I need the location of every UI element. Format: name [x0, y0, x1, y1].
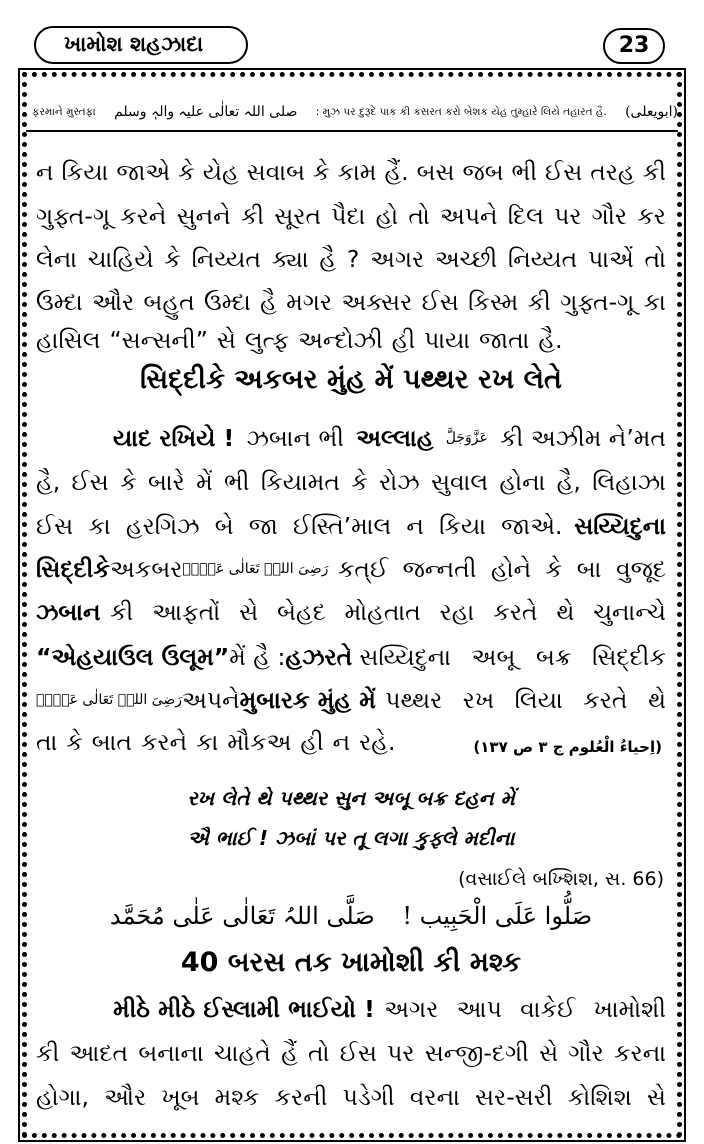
word: હૈ.	[538, 326, 563, 354]
word: સવાબ	[246, 158, 305, 186]
word: હૈં	[281, 1039, 298, 1067]
word: મેં	[196, 468, 213, 496]
word: બનાના	[138, 1039, 204, 1067]
word: મગર	[286, 288, 333, 316]
para2-line	[36, 549, 666, 589]
header-divider	[26, 130, 678, 132]
word: તો	[308, 1039, 330, 1067]
word-group	[36, 512, 563, 540]
word: હો	[375, 202, 399, 230]
word: ચાહિયે	[87, 245, 154, 273]
word: કે	[351, 468, 368, 496]
word: ઉમ્દા	[204, 288, 251, 316]
word: થે	[556, 598, 575, 626]
word: બાત	[91, 728, 132, 756]
word: કા	[643, 288, 666, 316]
salat-response: صَلَّی اللہُ تَعَالٰی عَلٰی مُحَمَّد	[109, 902, 375, 930]
word: તરહ	[590, 158, 635, 186]
word: સુનને	[176, 202, 231, 230]
word: જાતા	[479, 326, 530, 354]
word: તો	[408, 202, 430, 230]
word: હી	[300, 728, 324, 756]
word: તો	[644, 245, 666, 273]
word: લિહાઝા	[592, 468, 666, 496]
word: પર	[554, 202, 582, 230]
hadith-bar	[32, 100, 678, 124]
word: કે	[312, 158, 330, 186]
word: કિયા	[61, 158, 109, 186]
para2-line	[36, 637, 666, 677]
page-number: 23	[603, 28, 665, 64]
word: પર	[387, 1039, 415, 1067]
section-heading: સિદ્દીકે અકબર મુંહ મેં પથ્થર રખ લેતે	[140, 364, 562, 395]
word: ઈસ	[545, 158, 583, 186]
word: સર-સરી	[475, 1083, 553, 1111]
word: હોને	[491, 555, 532, 583]
word: નિય્યત	[507, 245, 578, 273]
word: વાકેઈ	[520, 995, 576, 1023]
word-group	[359, 643, 666, 671]
reference-arabic: (اِحیاءُ الْعُلوم ج ۳ ص ۱۳۷)	[473, 738, 662, 756]
word: પૈદા	[331, 202, 366, 230]
inline-bold: ઝબાન	[36, 598, 101, 626]
word: કિસ્મ	[468, 288, 519, 316]
word: કી	[642, 158, 666, 186]
word: કે	[164, 245, 181, 273]
word: હી	[391, 326, 416, 354]
word-group	[110, 598, 666, 626]
inline-bold: સય્યિદુના	[574, 512, 666, 540]
section-heading: 40 બરસ તક ખામોશી કી મશ્ક	[180, 947, 522, 978]
word: ન	[332, 728, 351, 756]
word: બક્ર	[535, 643, 572, 671]
arabic-honorific: رَضِیَ اللہُ تَعَالٰی عَنۡہُ	[182, 561, 329, 577]
word: કી	[109, 598, 134, 626]
inline-text: કી અઝીમ ને’મત	[500, 424, 666, 452]
word: રહે.	[359, 728, 396, 756]
word: હોના	[499, 468, 546, 496]
inline-text: અકબર	[109, 555, 183, 583]
word: આફતોં	[152, 598, 221, 626]
word: ઈસ	[421, 288, 459, 316]
word: સન્જી-દગી	[424, 1039, 529, 1067]
word: હૈ,	[36, 468, 61, 496]
word: ગૌર	[568, 1039, 604, 1067]
word: ઔર	[92, 288, 135, 316]
word: જાએ	[116, 158, 171, 186]
inline-bold: સિદ્દીકે	[36, 555, 110, 583]
word: હૈં.	[384, 158, 409, 186]
word: કિયા	[439, 512, 486, 540]
word: અબૂ	[471, 643, 516, 671]
word: ક્યા	[271, 245, 309, 273]
inline-text: અપને	[182, 686, 240, 714]
word: ગુફ્ત-ગૂ	[36, 202, 110, 230]
book-title: ખામોશ શહઝાદા	[34, 26, 248, 64]
salat-call: صَلُّوا عَلَی الْحَبِیب !	[402, 902, 593, 930]
word: ગુફ્ત-ગૂ	[560, 288, 635, 316]
para1-line	[36, 152, 666, 192]
para3-line	[36, 1077, 666, 1117]
word: જબ	[462, 158, 504, 186]
word: કરની	[274, 1083, 328, 1111]
word: રખ	[462, 686, 495, 714]
word: કરતે	[583, 686, 628, 714]
word: બહુત	[143, 288, 195, 316]
word: હૈ	[319, 245, 337, 273]
para1-line	[36, 196, 666, 236]
word: કત્ઈ	[337, 555, 389, 583]
word: અન્દોઝી	[298, 326, 383, 354]
word: ખામોશી	[593, 995, 666, 1023]
word: પાયા	[424, 326, 471, 354]
word-group	[385, 686, 666, 714]
word: કર	[637, 202, 666, 230]
word: કિયામત	[260, 468, 340, 496]
word: ભી	[511, 158, 538, 186]
word: જાએ.	[501, 512, 563, 540]
word: સે	[539, 1039, 559, 1067]
word: દિલ	[507, 202, 544, 230]
word: પાએં	[587, 245, 634, 273]
word-group	[384, 995, 666, 1023]
word: ખૂબ	[161, 1083, 200, 1111]
word: બે	[214, 512, 234, 540]
word: હૈ	[260, 288, 277, 316]
word: પડેગી	[342, 1083, 395, 1111]
word: કરને	[140, 728, 188, 756]
word: અપને	[439, 202, 498, 230]
arabic-honorific: رَضِیَ اللہُ تَعَالٰی عَنۡہُ	[36, 692, 183, 708]
word: કે	[178, 158, 195, 186]
inline-bold: અલ્લાહ	[356, 424, 434, 452]
para3-line	[113, 989, 666, 1029]
word: ચુનાન્ચે	[593, 598, 666, 626]
couplet-line-2: ઐ ભાઈ ! ઝબાં પર તૂ લગા કુફ્લે મદીના	[187, 826, 515, 850]
word: વુજૂદ	[615, 555, 666, 583]
hadith-bar-honorific: صلی اللہ تعالٰی علیہ والہٖ وسلم	[114, 104, 298, 120]
inline-bold: હઝરતે	[285, 643, 353, 671]
para2-line	[36, 592, 666, 632]
word: ઔર	[104, 1083, 147, 1111]
inline-bold: “એહયાઉલ ઉલૂમ”	[36, 643, 230, 671]
word: નિય્યત	[191, 245, 261, 273]
word: ઈસ	[339, 1039, 377, 1067]
word: કરતે	[493, 598, 538, 626]
word: મૌકઅ	[227, 728, 292, 756]
word: મોહતાત	[344, 598, 421, 626]
para2-line	[36, 462, 666, 502]
word: યેહ	[202, 158, 239, 186]
word: બારે	[147, 468, 185, 496]
word: કે	[120, 468, 137, 496]
word: અચ્છી	[434, 245, 498, 273]
word: કે	[545, 555, 563, 583]
word: કા	[196, 728, 219, 756]
word: કી	[527, 288, 551, 316]
word: લિયા	[514, 686, 563, 714]
word: સૂરત	[274, 202, 322, 230]
word: ન	[36, 158, 54, 186]
word: સે	[646, 1083, 666, 1111]
word: ઈસ	[36, 512, 74, 540]
para2-line	[36, 506, 666, 546]
word: ઉમ્દા	[36, 288, 83, 316]
word: વરના	[409, 1083, 460, 1111]
word: કે	[66, 728, 83, 756]
word: પથ્થર	[385, 686, 443, 714]
arabic-honorific: عَزَّوَجَلَّ	[445, 430, 488, 446]
word: હોગા,	[36, 1083, 89, 1111]
word: ગૌર	[591, 202, 628, 230]
word: તા	[36, 728, 58, 756]
couplet-line-1: રખ લેતે થે પથ્થર સુન અબૂ બક્ર દહન મેં	[187, 786, 515, 810]
para1-line	[36, 320, 666, 360]
inline-text: મેં હૈ :	[229, 643, 286, 671]
word: સે	[239, 598, 259, 626]
word: હરગિઝ	[125, 512, 200, 540]
inline-text: ઝબાન ભી	[246, 424, 345, 452]
word: કી	[240, 202, 265, 230]
hadith-bar-reference: (ابویعلی)	[625, 104, 678, 120]
word: મશ્ક	[214, 1083, 260, 1111]
inline-bold: મુબારક મુંહ મેં	[239, 686, 376, 714]
word: જા	[248, 512, 278, 540]
word: ?	[346, 245, 360, 273]
word: કી	[36, 1039, 60, 1067]
word: આદત	[69, 1039, 129, 1067]
word: ઈસ્તિ’માલ	[293, 512, 392, 540]
para2-line	[113, 418, 666, 458]
word: કરના	[613, 1039, 666, 1067]
word: કરને	[120, 202, 167, 230]
word-group	[338, 555, 666, 583]
word: કોશિશ	[567, 1083, 632, 1111]
word: સે	[216, 326, 236, 354]
word: ઈસ	[71, 468, 109, 496]
para1-line	[36, 239, 666, 279]
word: લેના	[36, 245, 78, 273]
word: સુવાલ	[430, 468, 489, 496]
word: જન્નતી	[402, 555, 477, 583]
word: અગર	[370, 245, 425, 273]
para1-line	[36, 282, 666, 322]
inline-bold: મીઠે મીઠે ઈસ્લામી ભાઈયો !	[113, 995, 375, 1023]
word: ચાહતે	[213, 1039, 271, 1067]
word: અક્સર	[341, 288, 413, 316]
word: આપ	[456, 995, 502, 1023]
word: રહા	[439, 598, 475, 626]
word: કામ	[337, 158, 377, 186]
word: બસ	[416, 158, 455, 186]
word: ન	[406, 512, 424, 540]
word: હાસિલ	[36, 326, 101, 354]
couplet-reference: (વસાઈલે બખ્શિશ, સ. 66)	[458, 868, 664, 890]
inline-bold: યાદ રખિયે !	[113, 424, 235, 452]
word: લુત્ફ	[244, 326, 290, 354]
hadith-bar-text: : મુઝ પર દુરૂદે પાક કી કસરત કરો બેશક યેહ તુમ્હારે લિયે તહારત હૈ.	[315, 105, 607, 118]
hadith-bar-start: ફરમાને મુસ્તફા	[32, 105, 96, 118]
salat-line	[36, 902, 666, 930]
word: “સન્સની”	[109, 326, 208, 354]
word: અગર	[384, 995, 439, 1023]
word: સિદ્દીક	[592, 643, 666, 671]
word: ભી	[223, 468, 250, 496]
word: રોઝ	[379, 468, 420, 496]
word: થે	[647, 686, 666, 714]
word: બેહદ	[277, 598, 326, 626]
word: સય્યિદુના	[359, 643, 452, 671]
word: બા	[576, 555, 602, 583]
word: હૈ,	[556, 468, 581, 496]
para3-line	[36, 1033, 666, 1073]
word: કા	[88, 512, 111, 540]
para2-line	[36, 680, 666, 720]
